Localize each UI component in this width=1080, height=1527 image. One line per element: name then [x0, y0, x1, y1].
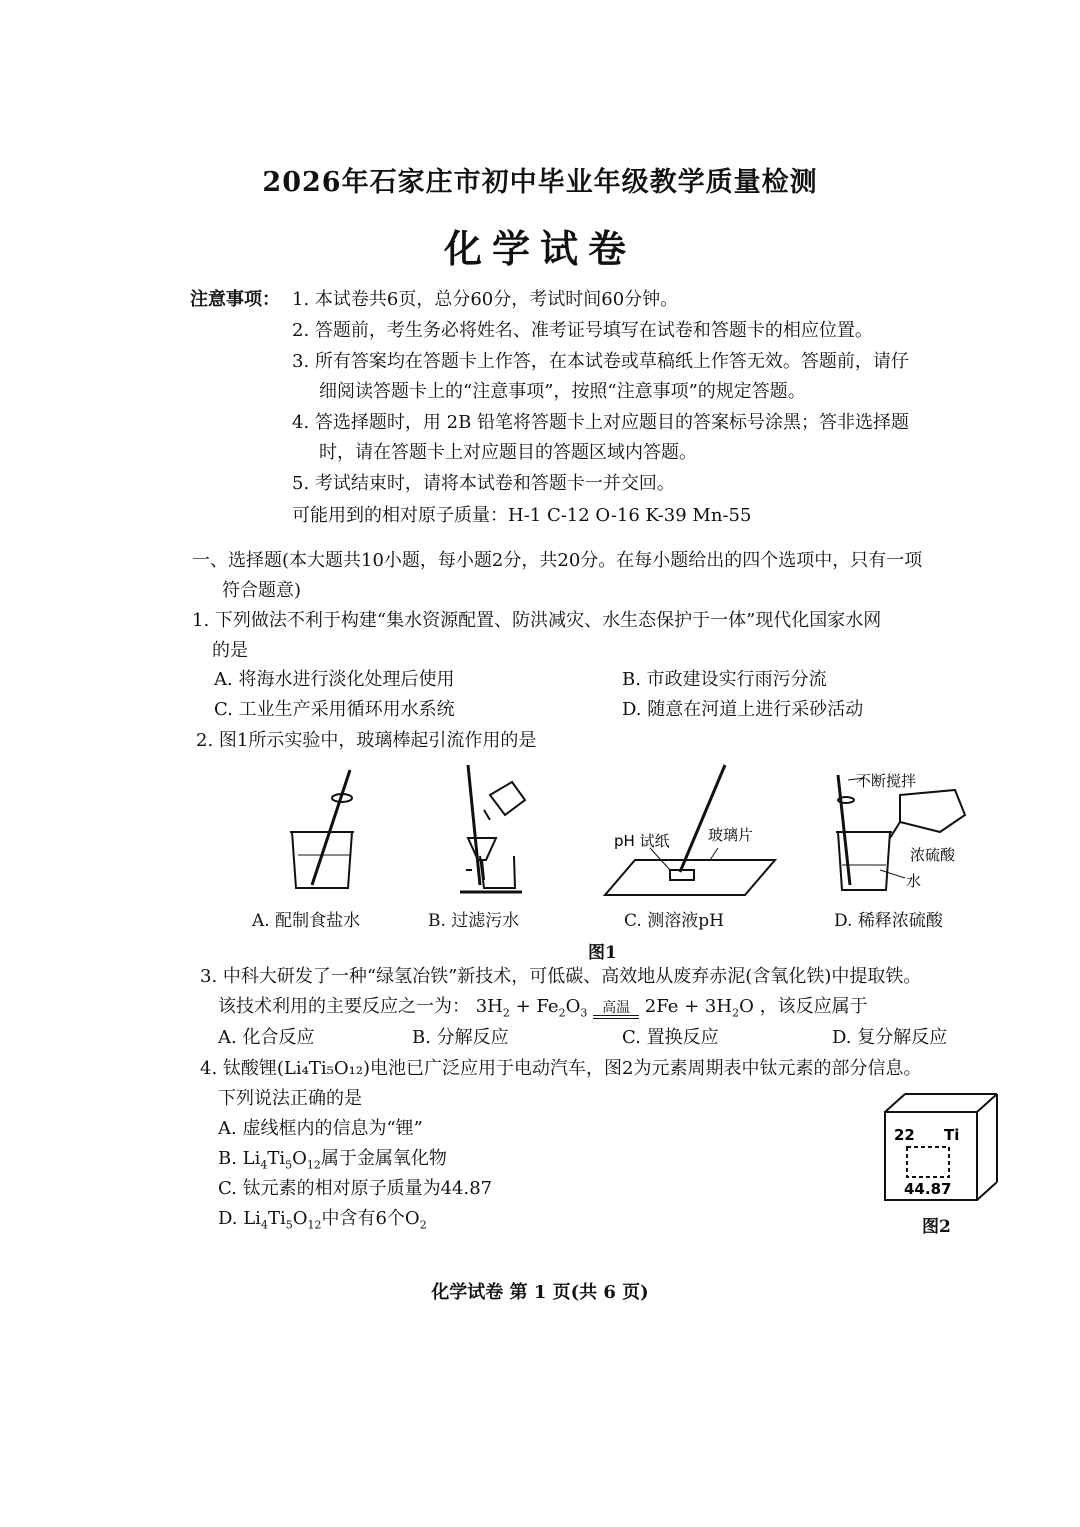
atomic-masses: 可能用到的相对原子质量：H-1 C-12 O-16 K-39 Mn-55: [292, 505, 752, 526]
figure-2-caption: 图2: [922, 1217, 951, 1237]
q4-option-d-text: 中含有6个O: [321, 1208, 420, 1229]
note-item: 1. 本试卷共6页，总分60分，考试时间60分钟。: [292, 289, 679, 310]
figure-1-caption: 图1: [588, 943, 617, 963]
figure-2: [880, 1090, 1005, 1205]
conc-acid-label: 浓硫酸: [910, 846, 956, 864]
stir-label: 不断搅拌: [856, 772, 917, 790]
q1-option-c: C. 工业生产采用循环用水系统: [214, 699, 455, 720]
atomic-number: 22: [894, 1126, 915, 1144]
q1-option-b: B. 市政建设实行雨污分流: [622, 669, 827, 690]
section-heading: 一、选择题(本大题共10小题，每小题2分，共20分。在每小题给出的四个选项中，只有一项: [192, 550, 923, 571]
q4-stem: 4. 钛酸锂(Li₄Ti₅O₁₂)电池已广泛应用于电动汽车，图2为元素周期表中钛元素的部分信息。: [200, 1058, 922, 1079]
note-item: 5. 考试结束时，请将本试卷和答题卡一并交回。: [292, 473, 675, 494]
q4-option-b: B. $Li_4Ti_5O_{12}$属于金属氧化物: [218, 1148, 447, 1172]
notes-label: 注意事项：: [190, 289, 280, 310]
q2-caption-b: B. 过滤污水: [428, 911, 520, 931]
q3-option-a: A. 化合反应: [218, 1027, 315, 1048]
q2-stem: 2. 图1所示实验中，玻璃棒起引流作用的是: [196, 730, 537, 751]
section-heading-cont: 符合题意): [222, 580, 302, 601]
q1-option-d: D. 随意在河道上进行采砂活动: [622, 699, 864, 720]
reaction-arrow: [593, 1001, 639, 1026]
q1-stem: 1. 下列做法不利于构建“集水资源配置、防洪减灾、水生态保护于一体”现代化国家水网: [192, 610, 882, 631]
q3-equation: $3H_2 + Fe_2O_3$ 高温 $2Fe + 3H_2O$: [476, 996, 754, 1017]
atomic-mass: 44.87: [904, 1180, 952, 1198]
q1-stem-cont: 的是: [212, 640, 248, 661]
q3-stem-cont: [218, 995, 868, 1026]
q2-caption-c: C. 测溶液pH: [624, 911, 724, 931]
q2-caption-d: D. 稀释浓硫酸: [834, 911, 943, 931]
filtration-drawing: [460, 765, 525, 892]
q3-stem-prefix: 该技术利用的主要反应之一为：: [218, 996, 470, 1017]
dashed-box: [907, 1147, 949, 1177]
q2-caption-a: A. 配制食盐水: [252, 911, 361, 931]
glass-plate-label: 玻璃片: [708, 826, 754, 844]
note-item: 细阅读答题卡上的“注意事项”，按照“注意事项”的规定答题。: [319, 381, 806, 402]
q4-option-c: C. 钛元素的相对原子质量为44.87: [218, 1178, 493, 1199]
note-item: 2. 答题前，考生务必将姓名、准考证号填写在试卷和答题卡的相应位置。: [292, 320, 873, 341]
q4-option-b-text: 属于金属氧化物: [320, 1148, 447, 1169]
ph-paper-label: pH 试纸: [614, 832, 670, 850]
q4-option-a: A. 虚线框内的信息为“锂”: [218, 1118, 423, 1139]
q1-option-a: A. 将海水进行淡化处理后使用: [214, 669, 455, 690]
beaker-stirring-drawing: [290, 770, 354, 888]
note-item: 时，请在答题卡上对应题目的答题区域内答题。: [319, 442, 697, 463]
exam-title: 2026年石家庄市初中毕业年级教学质量检测: [262, 167, 818, 198]
q4-stem-cont: 下列说法正确的是: [218, 1088, 362, 1109]
q3-option-c: C. 置换反应: [622, 1027, 719, 1048]
note-item: 4. 答选择题时，用 2B 铅笔将答题卡上对应题目的答案标号涂黑；答非选择题: [292, 412, 910, 433]
note-item: 3. 所有答案均在答题卡上作答，在本试卷或草稿纸上作答无效。答题前，请仔: [292, 351, 909, 372]
dilution-drawing: [836, 775, 965, 890]
page-footer: 化学试卷 第 1 页(共 6 页): [431, 1282, 649, 1303]
element-symbol: Ti: [944, 1126, 960, 1144]
subject-title: 化学试卷: [443, 226, 636, 271]
q3-stem-suffix: ，该反应属于: [759, 996, 868, 1017]
q3-option-b: B. 分解反应: [412, 1027, 509, 1048]
q4-option-d: D. $Li_4Ti_5O_{12}$中含有6个$O_2$: [218, 1208, 427, 1232]
reaction-condition: 高温: [602, 999, 631, 1016]
water-label: 水: [906, 872, 922, 890]
figure-1: [240, 760, 1000, 900]
q3-stem: 3. 中科大研发了一种“绿氢冶铁”新技术，可低碳、高效地从废弃赤泥(含氧化铁)中提取铁。: [200, 966, 922, 987]
q3-option-d: D. 复分解反应: [832, 1027, 948, 1048]
